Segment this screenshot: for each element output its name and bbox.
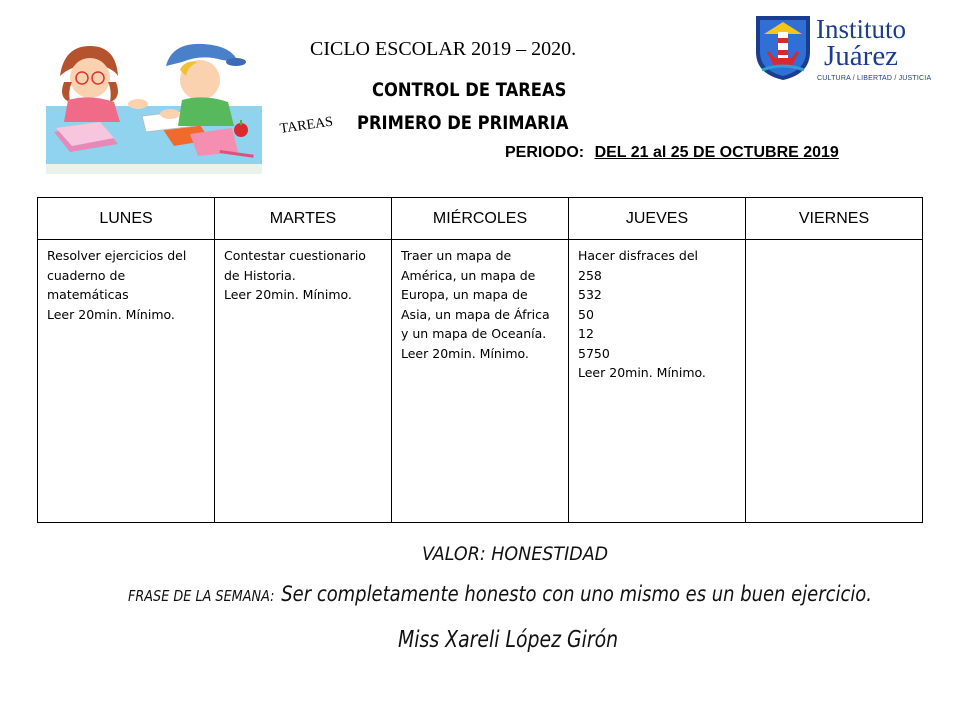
column-header-miercoles: MIÉRCOLES xyxy=(392,198,569,240)
task-line: Asia, un mapa de África xyxy=(401,306,550,322)
task-line: Resolver ejercicios del xyxy=(47,248,187,263)
tasks-cell-martes xyxy=(215,240,392,523)
task-line: Hacer disfraces del xyxy=(578,248,699,263)
task-line: 258 xyxy=(578,267,602,283)
weekly-value: VALOR: HONESTIDAD xyxy=(422,543,609,565)
weekly-phrase xyxy=(128,582,872,606)
homework-schedule-table xyxy=(37,197,923,523)
weekly-phrase-label: FRASE DE LA SEMANA: xyxy=(128,587,275,605)
children-studying-icon xyxy=(42,36,264,176)
column-header-jueves: JUEVES xyxy=(569,198,746,240)
task-line: matemáticas xyxy=(47,287,129,302)
period-label: PERIODO: xyxy=(505,144,585,161)
task-line: 12 xyxy=(578,326,594,341)
schedule-tasks-row xyxy=(38,240,923,523)
task-line: Leer 20min. Mínimo. xyxy=(47,306,175,322)
task-line: y un mapa de Oceanía. xyxy=(401,326,547,341)
task-line: 532 xyxy=(578,287,602,302)
logo-name-line1: Instituto xyxy=(816,14,907,44)
children-studying-illustration xyxy=(42,36,264,176)
logo-name-line2: Juárez xyxy=(824,40,899,72)
task-line: Leer 20min. Mínimo. xyxy=(224,287,352,302)
task-line: cuaderno de xyxy=(47,267,126,283)
logo-motto: CULTURA / LIBERTAD / JUSTICIA xyxy=(817,75,932,82)
task-line: 5750 xyxy=(578,345,610,361)
task-line: Contestar cuestionario xyxy=(224,248,366,263)
document-title: CONTROL DE TAREAS xyxy=(372,79,567,101)
school-logo xyxy=(750,12,932,90)
period-line xyxy=(505,144,839,162)
period-value: DEL 21 al 25 DE OCTUBRE 2019 xyxy=(594,144,839,161)
weekly-phrase-text: Ser completamente honesto con uno mismo es un buen ejercicio. xyxy=(281,582,873,606)
task-line: Leer 20min. Mínimo. xyxy=(578,365,706,380)
task-line: Traer un mapa de xyxy=(401,248,512,263)
lighthouse-crest-icon xyxy=(750,12,816,82)
tasks-cell-viernes xyxy=(746,240,923,523)
teacher-name: Miss Xareli López Girón xyxy=(398,627,619,653)
tasks-cell-miercoles xyxy=(392,240,569,523)
column-header-viernes: VIERNES xyxy=(746,198,923,240)
tareas-label: TAREAS xyxy=(279,114,334,137)
tasks-cell-lunes xyxy=(38,240,215,523)
column-header-lunes: LUNES xyxy=(38,198,215,240)
task-line: América, un mapa de xyxy=(401,267,536,283)
school-cycle-heading: CICLO ESCOLAR 2019 – 2020. xyxy=(310,38,577,60)
task-line: de Historia. xyxy=(224,267,296,283)
task-line: Europa, un mapa de xyxy=(401,287,528,302)
grade-heading: PRIMERO DE PRIMARIA xyxy=(357,112,569,134)
task-line: Leer 20min. Mínimo. xyxy=(401,345,529,361)
column-header-martes: MARTES xyxy=(215,198,392,240)
tasks-cell-jueves xyxy=(569,240,746,523)
schedule-header-row xyxy=(38,198,923,240)
task-line: 50 xyxy=(578,306,594,322)
